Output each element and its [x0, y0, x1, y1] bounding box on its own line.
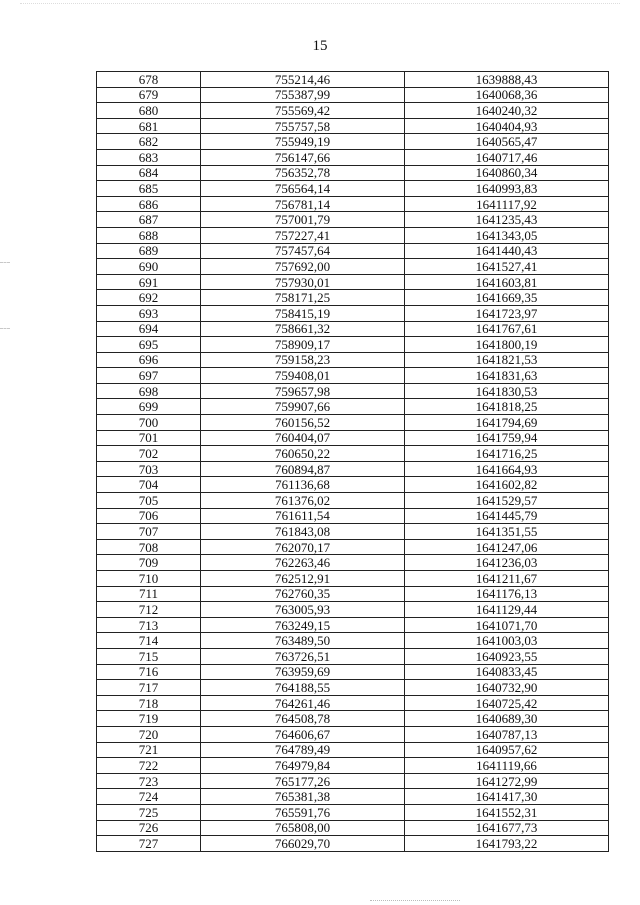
table-row	[97, 430, 609, 446]
point-number-cell: 717	[97, 680, 201, 696]
point-number-cell: 693	[97, 305, 201, 321]
point-number-cell: 695	[97, 337, 201, 353]
table-row	[97, 134, 609, 150]
y-coordinate-cell: 1641529,57	[405, 493, 609, 509]
table-row	[97, 321, 609, 337]
table-row	[97, 259, 609, 275]
table-row	[97, 648, 609, 664]
table-row	[97, 711, 609, 727]
x-coordinate-cell: 756147,66	[201, 149, 405, 165]
y-coordinate-cell: 1641821,53	[405, 352, 609, 368]
table-row	[97, 602, 609, 618]
point-number-cell: 722	[97, 758, 201, 774]
point-number-cell: 726	[97, 820, 201, 836]
y-coordinate-cell: 1641794,69	[405, 415, 609, 431]
y-coordinate-cell: 1641351,55	[405, 524, 609, 540]
y-coordinate-cell: 1640725,42	[405, 695, 609, 711]
point-number-cell: 685	[97, 181, 201, 197]
x-coordinate-cell: 756781,14	[201, 196, 405, 212]
table-row	[97, 539, 609, 555]
x-coordinate-cell: 755214,46	[201, 72, 405, 88]
scan-margin-mark	[0, 262, 10, 263]
y-coordinate-cell: 1641830,53	[405, 383, 609, 399]
x-coordinate-cell: 756352,78	[201, 165, 405, 181]
point-number-cell: 680	[97, 103, 201, 119]
point-number-cell: 682	[97, 134, 201, 150]
x-coordinate-cell: 764606,67	[201, 726, 405, 742]
table-row	[97, 493, 609, 509]
point-number-cell: 718	[97, 695, 201, 711]
y-coordinate-cell: 1640860,34	[405, 165, 609, 181]
table-row	[97, 804, 609, 820]
point-number-cell: 703	[97, 461, 201, 477]
table-row	[97, 836, 609, 852]
x-coordinate-cell: 761611,54	[201, 508, 405, 524]
y-coordinate-cell: 1641767,61	[405, 321, 609, 337]
y-coordinate-cell: 1640732,90	[405, 680, 609, 696]
y-coordinate-cell: 1640068,36	[405, 87, 609, 103]
table-row	[97, 118, 609, 134]
table-row	[97, 87, 609, 103]
x-coordinate-cell: 763489,50	[201, 633, 405, 649]
point-number-cell: 721	[97, 742, 201, 758]
y-coordinate-cell: 1641677,73	[405, 820, 609, 836]
table-row	[97, 617, 609, 633]
y-coordinate-cell: 1641417,30	[405, 789, 609, 805]
table-row	[97, 446, 609, 462]
x-coordinate-cell: 757930,01	[201, 274, 405, 290]
x-coordinate-cell: 762512,91	[201, 571, 405, 587]
coordinates-table	[96, 71, 609, 852]
point-number-cell: 705	[97, 493, 201, 509]
table-row	[97, 742, 609, 758]
y-coordinate-cell: 1641119,66	[405, 758, 609, 774]
x-coordinate-cell: 755387,99	[201, 87, 405, 103]
y-coordinate-cell: 1641602,82	[405, 477, 609, 493]
x-coordinate-cell: 760404,07	[201, 430, 405, 446]
x-coordinate-cell: 760156,52	[201, 415, 405, 431]
point-number-cell: 700	[97, 415, 201, 431]
y-coordinate-cell: 1640993,83	[405, 181, 609, 197]
y-coordinate-cell: 1641818,25	[405, 399, 609, 415]
point-number-cell: 696	[97, 352, 201, 368]
point-number-cell: 702	[97, 446, 201, 462]
y-coordinate-cell: 1641793,22	[405, 836, 609, 852]
y-coordinate-cell: 1641445,79	[405, 508, 609, 524]
y-coordinate-cell: 1641664,93	[405, 461, 609, 477]
y-coordinate-cell: 1639888,43	[405, 72, 609, 88]
table-row	[97, 524, 609, 540]
y-coordinate-cell: 1641247,06	[405, 539, 609, 555]
x-coordinate-cell: 765591,76	[201, 804, 405, 820]
point-number-cell: 694	[97, 321, 201, 337]
x-coordinate-cell: 761376,02	[201, 493, 405, 509]
table-row	[97, 415, 609, 431]
point-number-cell: 714	[97, 633, 201, 649]
point-number-cell: 727	[97, 836, 201, 852]
y-coordinate-cell: 1640404,93	[405, 118, 609, 134]
table-row	[97, 680, 609, 696]
point-number-cell: 683	[97, 149, 201, 165]
point-number-cell: 723	[97, 773, 201, 789]
table-row	[97, 368, 609, 384]
point-number-cell: 709	[97, 555, 201, 571]
point-number-cell: 698	[97, 383, 201, 399]
table-row	[97, 72, 609, 88]
table-row	[97, 695, 609, 711]
x-coordinate-cell: 762070,17	[201, 539, 405, 555]
point-number-cell: 679	[97, 87, 201, 103]
point-number-cell: 697	[97, 368, 201, 384]
x-coordinate-cell: 758415,19	[201, 305, 405, 321]
y-coordinate-cell: 1641759,94	[405, 430, 609, 446]
point-number-cell: 713	[97, 617, 201, 633]
x-coordinate-cell: 763249,15	[201, 617, 405, 633]
y-coordinate-cell: 1641236,03	[405, 555, 609, 571]
x-coordinate-cell: 766029,70	[201, 836, 405, 852]
point-number-cell: 715	[97, 648, 201, 664]
x-coordinate-cell: 765177,26	[201, 773, 405, 789]
scan-margin-mark	[0, 328, 10, 329]
x-coordinate-cell: 755569,42	[201, 103, 405, 119]
table-row	[97, 290, 609, 306]
x-coordinate-cell: 757001,79	[201, 212, 405, 228]
x-coordinate-cell: 765381,38	[201, 789, 405, 805]
x-coordinate-cell: 763005,93	[201, 602, 405, 618]
point-number-cell: 706	[97, 508, 201, 524]
x-coordinate-cell: 765808,00	[201, 820, 405, 836]
point-number-cell: 710	[97, 571, 201, 587]
x-coordinate-cell: 756564,14	[201, 181, 405, 197]
point-number-cell: 704	[97, 477, 201, 493]
x-coordinate-cell: 758909,17	[201, 337, 405, 353]
y-coordinate-cell: 1640240,32	[405, 103, 609, 119]
y-coordinate-cell: 1640923,55	[405, 648, 609, 664]
point-number-cell: 689	[97, 243, 201, 259]
table-row	[97, 337, 609, 353]
x-coordinate-cell: 760650,22	[201, 446, 405, 462]
x-coordinate-cell: 763959,69	[201, 664, 405, 680]
y-coordinate-cell: 1640565,47	[405, 134, 609, 150]
y-coordinate-cell: 1641440,43	[405, 243, 609, 259]
x-coordinate-cell: 759158,23	[201, 352, 405, 368]
x-coordinate-cell: 761843,08	[201, 524, 405, 540]
y-coordinate-cell: 1641272,99	[405, 773, 609, 789]
y-coordinate-cell: 1641071,70	[405, 617, 609, 633]
point-number-cell: 701	[97, 430, 201, 446]
point-number-cell: 691	[97, 274, 201, 290]
point-number-cell: 681	[97, 118, 201, 134]
y-coordinate-cell: 1640717,46	[405, 149, 609, 165]
x-coordinate-cell: 762760,35	[201, 586, 405, 602]
x-coordinate-cell: 757692,00	[201, 259, 405, 275]
table-row	[97, 274, 609, 290]
point-number-cell: 724	[97, 789, 201, 805]
table-row	[97, 773, 609, 789]
table-row	[97, 165, 609, 181]
y-coordinate-cell: 1641831,63	[405, 368, 609, 384]
y-coordinate-cell: 1641129,44	[405, 602, 609, 618]
table-row	[97, 571, 609, 587]
x-coordinate-cell: 759657,98	[201, 383, 405, 399]
x-coordinate-cell: 764789,49	[201, 742, 405, 758]
y-coordinate-cell: 1641527,41	[405, 259, 609, 275]
table-row	[97, 103, 609, 119]
y-coordinate-cell: 1641211,67	[405, 571, 609, 587]
table-row	[97, 633, 609, 649]
point-number-cell: 716	[97, 664, 201, 680]
point-number-cell: 720	[97, 726, 201, 742]
x-coordinate-cell: 759907,66	[201, 399, 405, 415]
table-row	[97, 212, 609, 228]
x-coordinate-cell: 758171,25	[201, 290, 405, 306]
point-number-cell: 684	[97, 165, 201, 181]
point-number-cell: 725	[97, 804, 201, 820]
x-coordinate-cell: 757227,41	[201, 227, 405, 243]
table-row	[97, 586, 609, 602]
x-coordinate-cell: 755757,58	[201, 118, 405, 134]
point-number-cell: 708	[97, 539, 201, 555]
y-coordinate-cell: 1641552,31	[405, 804, 609, 820]
x-coordinate-cell: 764508,78	[201, 711, 405, 727]
table-row	[97, 305, 609, 321]
y-coordinate-cell: 1641343,05	[405, 227, 609, 243]
table-row	[97, 383, 609, 399]
y-coordinate-cell: 1640957,62	[405, 742, 609, 758]
y-coordinate-cell: 1641117,92	[405, 196, 609, 212]
table-row	[97, 149, 609, 165]
y-coordinate-cell: 1640833,45	[405, 664, 609, 680]
point-number-cell: 678	[97, 72, 201, 88]
y-coordinate-cell: 1641669,35	[405, 290, 609, 306]
point-number-cell: 686	[97, 196, 201, 212]
table-row	[97, 789, 609, 805]
y-coordinate-cell: 1640787,13	[405, 726, 609, 742]
y-coordinate-cell: 1641003,03	[405, 633, 609, 649]
y-coordinate-cell: 1641235,43	[405, 212, 609, 228]
y-coordinate-cell: 1641723,97	[405, 305, 609, 321]
x-coordinate-cell: 759408,01	[201, 368, 405, 384]
table-row	[97, 758, 609, 774]
table-row	[97, 399, 609, 415]
table-row	[97, 664, 609, 680]
x-coordinate-cell: 758661,32	[201, 321, 405, 337]
table-row	[97, 477, 609, 493]
page-number: 15	[312, 38, 328, 54]
coordinates-table-body	[97, 72, 609, 852]
point-number-cell: 692	[97, 290, 201, 306]
x-coordinate-cell: 757457,64	[201, 243, 405, 259]
table-row	[97, 181, 609, 197]
scan-edge-line	[370, 900, 460, 901]
x-coordinate-cell: 764979,84	[201, 758, 405, 774]
table-row	[97, 726, 609, 742]
y-coordinate-cell: 1640689,30	[405, 711, 609, 727]
table-row	[97, 508, 609, 524]
table-row	[97, 820, 609, 836]
x-coordinate-cell: 761136,68	[201, 477, 405, 493]
point-number-cell: 687	[97, 212, 201, 228]
x-coordinate-cell: 764261,46	[201, 695, 405, 711]
table-row	[97, 352, 609, 368]
x-coordinate-cell: 760894,87	[201, 461, 405, 477]
point-number-cell: 688	[97, 227, 201, 243]
y-coordinate-cell: 1641716,25	[405, 446, 609, 462]
y-coordinate-cell: 1641800,19	[405, 337, 609, 353]
point-number-cell: 699	[97, 399, 201, 415]
table-row	[97, 227, 609, 243]
x-coordinate-cell: 755949,19	[201, 134, 405, 150]
table-row	[97, 461, 609, 477]
table-row	[97, 196, 609, 212]
x-coordinate-cell: 762263,46	[201, 555, 405, 571]
point-number-cell: 711	[97, 586, 201, 602]
y-coordinate-cell: 1641603,81	[405, 274, 609, 290]
point-number-cell: 707	[97, 524, 201, 540]
table-row	[97, 243, 609, 259]
point-number-cell: 719	[97, 711, 201, 727]
point-number-cell: 690	[97, 259, 201, 275]
point-number-cell: 712	[97, 602, 201, 618]
scan-edge-line	[20, 3, 620, 4]
x-coordinate-cell: 763726,51	[201, 648, 405, 664]
x-coordinate-cell: 764188,55	[201, 680, 405, 696]
y-coordinate-cell: 1641176,13	[405, 586, 609, 602]
table-row	[97, 555, 609, 571]
